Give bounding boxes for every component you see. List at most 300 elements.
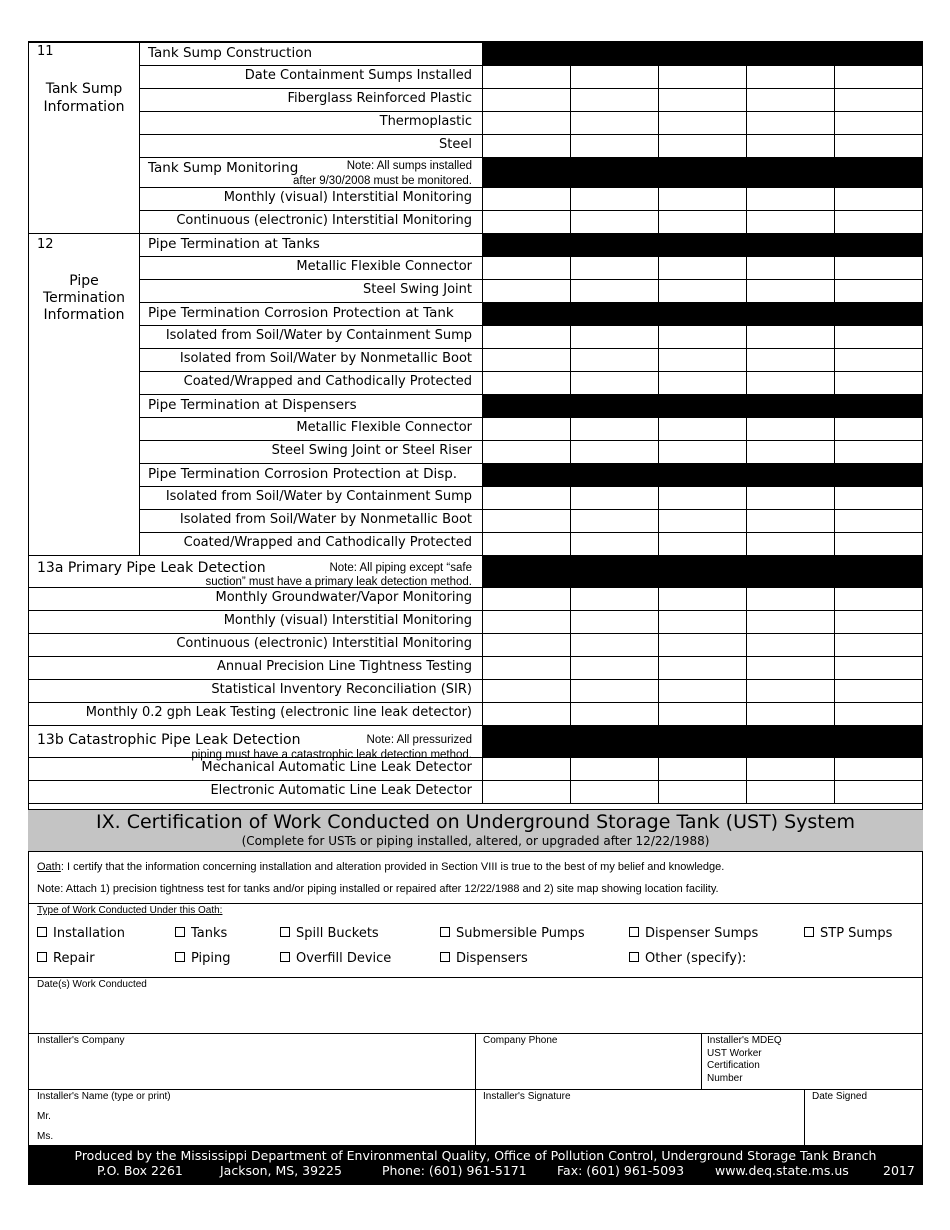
tank-value-cell[interactable]: [659, 349, 746, 371]
column-divider: [746, 187, 747, 210]
column-divider: [482, 656, 483, 679]
checkbox-other[interactable]: [629, 951, 746, 966]
tank-value-cell[interactable]: [659, 533, 746, 555]
column-divider: [746, 757, 747, 780]
tank-value-cell[interactable]: [659, 211, 746, 233]
tank-value-cell[interactable]: [747, 188, 834, 210]
column-divider: [746, 633, 747, 656]
tank-value-cell[interactable]: [835, 703, 922, 725]
row-heading: Pipe Termination at Tanks: [148, 236, 320, 252]
row-label: Electronic Automatic Line Leak Detector: [210, 783, 472, 798]
signature-label: Installer's Signature: [483, 1091, 571, 1102]
tank-value-cell[interactable]: [571, 487, 658, 509]
tank-value-cell[interactable]: [483, 758, 570, 780]
tank-value-cell[interactable]: [747, 211, 834, 233]
tank-value-cell[interactable]: [571, 112, 658, 134]
tank-value-cell[interactable]: [659, 66, 746, 88]
tank-value-cell[interactable]: [483, 510, 570, 532]
column-divider: [658, 88, 659, 111]
checkbox-overfill-device[interactable]: [280, 951, 391, 966]
column-divider: [570, 325, 571, 348]
tank-value-cell[interactable]: [835, 135, 922, 157]
checkbox-label: Installation: [53, 926, 126, 941]
column-divider: [482, 679, 483, 702]
row-label: Steel Swing Joint: [363, 282, 472, 297]
checkbox-submersible-pumps[interactable]: [440, 926, 585, 941]
column-divider: [834, 134, 835, 157]
tank-value-cell[interactable]: [747, 758, 834, 780]
column-divider: [482, 134, 483, 157]
column-divider: [482, 210, 483, 233]
column-divider: [570, 88, 571, 111]
tank-value-cell[interactable]: [747, 588, 834, 610]
tank-value-cell[interactable]: [571, 657, 658, 679]
tank-value-cell[interactable]: [483, 634, 570, 656]
tank-value-cell[interactable]: [571, 533, 658, 555]
column-divider: [746, 210, 747, 233]
column-divider: [570, 111, 571, 134]
checkbox-repair[interactable]: [37, 951, 95, 966]
section-ix-title: IX. Certification of Work Conducted on Underground Storage Tank (UST) System: [96, 811, 855, 833]
column-divider: [658, 210, 659, 233]
column-divider: [834, 486, 835, 509]
section-12-number: 12: [37, 237, 54, 252]
tank-value-cell[interactable]: [747, 487, 834, 509]
tank-value-cell[interactable]: [483, 89, 570, 111]
row-heading: Pipe Termination at Dispensers: [148, 397, 357, 413]
tank-value-cell[interactable]: [483, 372, 570, 394]
column-divider: [746, 780, 747, 803]
tank-value-cell[interactable]: [747, 657, 834, 679]
column-divider: [834, 348, 835, 371]
column-divider: [658, 780, 659, 803]
checkbox-label: Dispenser Sumps: [645, 926, 759, 941]
tank-value-cell[interactable]: [571, 441, 658, 463]
tank-value-cell[interactable]: [483, 66, 570, 88]
section-12-title: [30, 273, 138, 324]
tank-value-cell[interactable]: [747, 441, 834, 463]
column-divider: [746, 134, 747, 157]
tank-value-cell[interactable]: [835, 680, 922, 702]
company-label: Installer's Company: [37, 1035, 125, 1046]
tank-value-cell[interactable]: [483, 611, 570, 633]
tank-value-cell[interactable]: [659, 112, 746, 134]
signature-field[interactable]: [478, 1104, 798, 1142]
tank-value-cell[interactable]: [571, 703, 658, 725]
column-divider: [658, 417, 659, 440]
tank-value-cell[interactable]: [747, 66, 834, 88]
column-divider: [570, 440, 571, 463]
row-label: Coated/Wrapped and Cathodically Protected: [183, 374, 472, 389]
column-divider: [570, 509, 571, 532]
tank-value-cell[interactable]: [483, 588, 570, 610]
section-11-number: 11: [37, 44, 54, 59]
certification-label: [707, 1035, 782, 1085]
tank-value-cell[interactable]: [659, 257, 746, 279]
attachment-note: Note: Attach 1) precision tightness test for tanks and/or piping installed or repaired after 12/22/1988 and 2) site map showing location facility.: [37, 883, 719, 895]
checkbox-label: Submersible Pumps: [456, 926, 585, 941]
section-blackout-bar: [482, 233, 923, 257]
column-divider: [834, 587, 835, 610]
column-divider: [570, 210, 571, 233]
column-divider: [658, 440, 659, 463]
checkbox-piping[interactable]: [175, 951, 231, 966]
row-label: Isolated from Soil/Water by Containment Sump: [165, 489, 472, 504]
tank-value-cell[interactable]: [835, 66, 922, 88]
column-divider: [746, 656, 747, 679]
tank-value-cell[interactable]: [483, 533, 570, 555]
certification-label-line: Installer's MDEQ: [707, 1035, 782, 1046]
tank-value-cell[interactable]: [483, 280, 570, 302]
tank-value-cell[interactable]: [835, 89, 922, 111]
row-label: Isolated from Soil/Water by Containment Sump: [165, 328, 472, 343]
tank-value-cell[interactable]: [835, 372, 922, 394]
column-divider: [746, 417, 747, 440]
checkbox-stp-sumps[interactable]: [804, 926, 892, 941]
row-label: Monthly (visual) Interstitial Monitoring: [223, 613, 472, 628]
column-divider: [570, 587, 571, 610]
column-divider: [658, 633, 659, 656]
tank-value-cell[interactable]: [571, 781, 658, 803]
tank-value-cell[interactable]: [659, 781, 746, 803]
column-divider: [658, 187, 659, 210]
tank-value-cell[interactable]: [571, 634, 658, 656]
column-divider: [658, 371, 659, 394]
column-divider: [834, 633, 835, 656]
column-divider: [658, 656, 659, 679]
footer-phone: Phone: (601) 961-5171: [382, 1163, 527, 1178]
column-divider: [746, 440, 747, 463]
tank-value-cell[interactable]: [483, 257, 570, 279]
column-divider: [482, 509, 483, 532]
tank-value-cell[interactable]: [659, 657, 746, 679]
section-label-divider: [139, 42, 140, 555]
tank-value-cell[interactable]: [571, 611, 658, 633]
tank-value-cell[interactable]: [571, 89, 658, 111]
phone-field[interactable]: [478, 1048, 698, 1086]
tank-value-cell[interactable]: [747, 418, 834, 440]
tank-value-cell[interactable]: [835, 657, 922, 679]
certification-number-field[interactable]: [795, 1036, 920, 1086]
tank-value-cell[interactable]: [659, 326, 746, 348]
column-divider: [746, 348, 747, 371]
tank-value-cell[interactable]: [747, 611, 834, 633]
dates-label: Date(s) Work Conducted: [37, 979, 147, 990]
tank-value-cell[interactable]: [747, 349, 834, 371]
section-ix-subtitle: (Complete for USTs or piping installed, altered, or upgraded after 12/22/1988): [241, 834, 710, 848]
tank-value-cell[interactable]: [571, 326, 658, 348]
tank-value-cell[interactable]: [483, 211, 570, 233]
section-13b-title: 13b Catastrophic Pipe Leak Detection: [37, 732, 301, 748]
tank-value-cell[interactable]: [571, 588, 658, 610]
column-divider: [482, 486, 483, 509]
tank-value-cell[interactable]: [747, 89, 834, 111]
tank-value-cell[interactable]: [659, 89, 746, 111]
work-type-label: Type of Work Conducted Under this Oath:: [37, 905, 223, 916]
footer-po-box: P.O. Box 2261: [97, 1163, 183, 1178]
tank-value-cell[interactable]: [835, 510, 922, 532]
tank-value-cell[interactable]: [835, 611, 922, 633]
oath-statement: [37, 859, 724, 875]
column-divider: [746, 702, 747, 725]
tank-value-cell[interactable]: [747, 257, 834, 279]
column-divider: [570, 134, 571, 157]
tank-value-cell[interactable]: [659, 758, 746, 780]
column-divider: [570, 256, 571, 279]
row-label: Steel: [439, 137, 472, 152]
tank-value-cell[interactable]: [659, 588, 746, 610]
tank-value-cell[interactable]: [483, 781, 570, 803]
column-divider: [482, 610, 483, 633]
installer-name-label: Installer's Name (type or print): [37, 1091, 171, 1102]
tank-value-cell[interactable]: [835, 326, 922, 348]
oath-text: : I certify that the information concerning installation and alteration provided in Section VIII is true to the best of my belief and knowledge.: [60, 861, 725, 873]
tank-value-cell[interactable]: [659, 611, 746, 633]
installer-name-field[interactable]: [60, 1104, 470, 1142]
column-divider: [746, 65, 747, 88]
checkbox-label: Spill Buckets: [296, 926, 379, 941]
checkbox-dispensers[interactable]: [440, 951, 528, 966]
column-divider: [746, 486, 747, 509]
column-divider: [658, 325, 659, 348]
tank-value-cell[interactable]: [571, 211, 658, 233]
tank-value-cell[interactable]: [747, 703, 834, 725]
column-divider: [658, 610, 659, 633]
column-divider: [482, 587, 483, 610]
section-blackout-bar: [482, 302, 923, 326]
tank-value-cell[interactable]: [659, 280, 746, 302]
tank-value-cell[interactable]: [571, 349, 658, 371]
tank-value-cell[interactable]: [571, 680, 658, 702]
dates-field[interactable]: [30, 992, 920, 1030]
tank-value-cell[interactable]: [835, 781, 922, 803]
column-divider: [834, 532, 835, 555]
tank-value-cell[interactable]: [835, 211, 922, 233]
checkbox-spill-buckets[interactable]: [280, 926, 379, 941]
checkbox-label: Other (specify):: [645, 951, 747, 966]
column-divider: [834, 65, 835, 88]
column-divider: [834, 417, 835, 440]
tank-value-cell[interactable]: [747, 634, 834, 656]
tank-value-cell[interactable]: [747, 510, 834, 532]
company-field[interactable]: [30, 1048, 473, 1086]
checkbox-label: Tanks: [191, 926, 228, 941]
column-divider: [834, 187, 835, 210]
column-divider: [482, 532, 483, 555]
tank-value-cell[interactable]: [747, 112, 834, 134]
tank-value-cell[interactable]: [571, 510, 658, 532]
checkbox-installation[interactable]: [37, 926, 125, 941]
column-divider: [746, 111, 747, 134]
tank-value-cell[interactable]: [483, 326, 570, 348]
section-13a-note-1: Note: All piping except “safe: [329, 562, 472, 574]
column-divider: [658, 111, 659, 134]
column-divider: [482, 348, 483, 371]
column-divider: [658, 757, 659, 780]
date-signed-field[interactable]: [807, 1104, 920, 1142]
column-divider: [482, 757, 483, 780]
tank-value-cell[interactable]: [835, 487, 922, 509]
column-divider: [658, 587, 659, 610]
column-divider: [834, 210, 835, 233]
section-13a-title: 13a Primary Pipe Leak Detection: [37, 560, 266, 576]
column-divider: [746, 610, 747, 633]
row-label: Steel Swing Joint or Steel Riser: [271, 443, 472, 458]
section-12-title-line: Pipe: [69, 273, 99, 289]
column-divider: [482, 65, 483, 88]
row-label: Continuous (electronic) Interstitial Monitoring: [176, 636, 472, 651]
column-divider: [658, 532, 659, 555]
tank-value-cell[interactable]: [483, 349, 570, 371]
column-divider: [482, 417, 483, 440]
checkbox-dispenser-sumps[interactable]: [629, 926, 758, 941]
row-label: Isolated from Soil/Water by Nonmetallic Boot: [179, 512, 472, 527]
column-divider: [570, 610, 571, 633]
column-divider: [482, 702, 483, 725]
tank-value-cell[interactable]: [571, 188, 658, 210]
column-divider: [570, 187, 571, 210]
tank-value-cell[interactable]: [747, 533, 834, 555]
tank-value-cell[interactable]: [571, 135, 658, 157]
tank-value-cell[interactable]: [571, 66, 658, 88]
tank-value-cell[interactable]: [747, 326, 834, 348]
tank-value-cell[interactable]: [835, 257, 922, 279]
section-13a-note-2: suction” must have a primary leak detection method.: [205, 576, 472, 588]
tank-value-cell[interactable]: [571, 418, 658, 440]
tank-value-cell[interactable]: [483, 418, 570, 440]
column-divider: [570, 532, 571, 555]
column-divider: [746, 532, 747, 555]
tank-value-cell[interactable]: [659, 441, 746, 463]
tank-value-cell[interactable]: [835, 112, 922, 134]
certification-label-line: UST Worker: [707, 1047, 762, 1059]
tank-value-cell[interactable]: [835, 634, 922, 656]
row-label: Mechanical Automatic Line Leak Detector: [201, 760, 472, 775]
column-divider: [658, 279, 659, 302]
tank-value-cell[interactable]: [747, 135, 834, 157]
section-13b-note-1: Note: All pressurized: [366, 734, 472, 746]
column-divider: [834, 88, 835, 111]
column-divider: [570, 279, 571, 302]
column-divider: [570, 656, 571, 679]
tank-value-cell[interactable]: [659, 487, 746, 509]
column-divider: [658, 702, 659, 725]
column-divider: [746, 509, 747, 532]
column-divider: [746, 88, 747, 111]
column-divider: [570, 417, 571, 440]
tank-value-cell[interactable]: [483, 441, 570, 463]
tank-value-cell[interactable]: [659, 372, 746, 394]
date-signed-label: Date Signed: [812, 1091, 868, 1102]
column-divider: [658, 65, 659, 88]
row-label: Metallic Flexible Connector: [296, 420, 472, 435]
tank-value-cell[interactable]: [659, 703, 746, 725]
column-divider: [746, 279, 747, 302]
column-divider: [658, 134, 659, 157]
tank-value-cell[interactable]: [483, 703, 570, 725]
column-divider: [570, 348, 571, 371]
checkbox-label: Repair: [53, 951, 95, 966]
column-divider: [834, 679, 835, 702]
section-blackout-bar: [482, 157, 923, 188]
column-divider: [570, 486, 571, 509]
row-label: Coated/Wrapped and Cathodically Protected: [183, 535, 472, 550]
column-divider: [658, 256, 659, 279]
row-label: Continuous (electronic) Interstitial Monitoring: [176, 213, 472, 228]
column-divider: [834, 256, 835, 279]
tank-value-cell[interactable]: [483, 680, 570, 702]
column-divider: [658, 348, 659, 371]
tank-value-cell[interactable]: [747, 680, 834, 702]
column-divider: [482, 256, 483, 279]
ms-label: Ms.: [37, 1131, 54, 1142]
tank-value-cell[interactable]: [571, 758, 658, 780]
tank-value-cell[interactable]: [571, 280, 658, 302]
tank-value-cell[interactable]: [571, 372, 658, 394]
tank-value-cell[interactable]: [659, 418, 746, 440]
tank-value-cell[interactable]: [659, 680, 746, 702]
tank-value-cell[interactable]: [659, 510, 746, 532]
column-divider: [746, 679, 747, 702]
tank-value-cell[interactable]: [483, 487, 570, 509]
column-divider: [834, 780, 835, 803]
tank-value-cell[interactable]: [747, 372, 834, 394]
tank-value-cell[interactable]: [835, 588, 922, 610]
tank-value-cell[interactable]: [483, 112, 570, 134]
tank-value-cell[interactable]: [483, 657, 570, 679]
column-divider: [482, 187, 483, 210]
section-blackout-bar: [482, 463, 923, 487]
column-divider: [834, 757, 835, 780]
row-label: Monthly 0.2 gph Leak Testing (electronic line leak detector): [85, 705, 472, 720]
column-divider: [570, 679, 571, 702]
tank-value-cell[interactable]: [747, 280, 834, 302]
tank-value-cell[interactable]: [835, 533, 922, 555]
tank-value-cell[interactable]: [571, 257, 658, 279]
section-11-title: Tank Sump Information: [43, 81, 125, 115]
column-divider: [834, 325, 835, 348]
tank-value-cell[interactable]: [835, 188, 922, 210]
checkbox-label: Piping: [191, 951, 231, 966]
section-blackout-bar: [482, 725, 923, 758]
row-heading: Tank Sump Construction: [148, 45, 313, 61]
section-13b-note-2: piping must have a catastrophic leak detection method.: [191, 749, 472, 761]
tank-value-cell[interactable]: [835, 418, 922, 440]
tank-value-cell[interactable]: [659, 634, 746, 656]
oath-label: Oath: [37, 861, 61, 873]
section-12-title-line: Information: [43, 307, 125, 323]
column-divider: [834, 279, 835, 302]
tank-value-cell[interactable]: [483, 135, 570, 157]
row-heading: Pipe Termination Corrosion Protection at Tank: [148, 305, 454, 321]
column-divider: [834, 111, 835, 134]
column-divider: [482, 440, 483, 463]
tank-value-cell[interactable]: [835, 349, 922, 371]
tank-value-cell[interactable]: [747, 781, 834, 803]
column-divider: [746, 371, 747, 394]
tank-value-cell[interactable]: [659, 188, 746, 210]
row-label: Thermoplastic: [379, 114, 472, 129]
tank-value-cell[interactable]: [483, 188, 570, 210]
row-label: Annual Precision Line Tightness Testing: [216, 659, 472, 674]
tank-value-cell[interactable]: [835, 758, 922, 780]
tank-value-cell[interactable]: [835, 441, 922, 463]
checkbox-tanks[interactable]: [175, 926, 227, 941]
row-label: Date Containment Sumps Installed: [244, 68, 472, 83]
tank-value-cell[interactable]: [835, 280, 922, 302]
section-blackout-bar: [482, 394, 923, 418]
tank-value-cell[interactable]: [659, 135, 746, 157]
